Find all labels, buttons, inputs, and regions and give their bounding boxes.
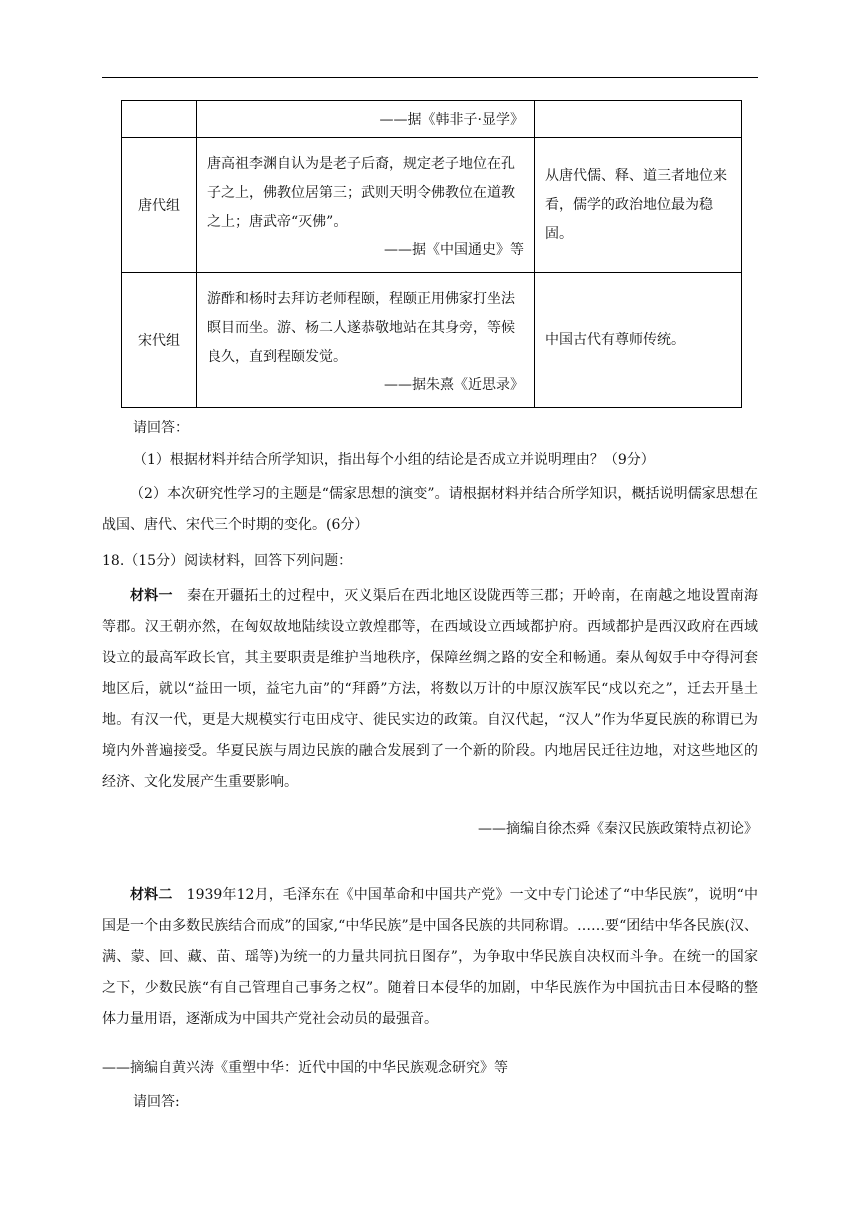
material1-label: 材料一 — [130, 588, 173, 604]
material-text: 唐高祖李渊自认为是老子后裔，规定老子地位在孔子之上，佛教位居第三；武则天明令佛教位在道教之上；唐武帝“灭佛”。 — [207, 155, 515, 230]
q17-prompt: 请回答： — [133, 420, 189, 436]
table-row — [122, 273, 742, 408]
conclusion-cell — [535, 138, 742, 273]
material-cell — [197, 138, 535, 273]
conclusion-cell — [535, 101, 742, 138]
table-row — [122, 101, 742, 138]
material1-text: 秦在开疆拓土的过程中，灭义渠后在西北地区设陇西等三郡；开岭南，在南越之地设置南海等郡。汉王朝亦然，在匈奴故地陆续设立敦煌郡等，在西域设立西域都护府。西域都护是西汉政府在西域设立的最高军政长官，其主要职责是维护当地秩序，保障丝绸之路的安全和畅通。秦从匈奴手中夺得河套地区后，就以“益田一顷，益宅九亩”的“拜爵”方法，将数以万计的中原汉族军民“戍以充之”，迁去开垦土地。有汉一代，更是大规模实行屯田戍守、徙民实边的政策。自汉代起，“汉人”作为华夏民族的称谓已为境内外普遍接受。华夏民族与周边民族的融合发展到了一个新的阶段。内地居民迁往边地，对这些地区的经济、文化发展产生重要影响。 — [102, 588, 759, 790]
conclusion-text: 从唐代儒、释、道三者地位来看，儒学的政治地位最为稳固。 — [545, 167, 727, 242]
q17-sub1: （1）根据材料并结合所学知识，指出每个小组的结论是否成立并说明理由？（9分） — [133, 452, 655, 468]
source-line: ——据《中国通史》等 — [384, 241, 524, 258]
material-text: 游酢和杨时去拜访老师程颐，程颐正用佛家打坐法瞑目而坐。游、杨二人遂恭敬地站在其身旁，等候良久，直到程颐发觉。 — [207, 290, 515, 365]
material2-label: 材料二 — [130, 887, 173, 903]
q18-material2 — [102, 880, 758, 1035]
q17-sub2: （2）本次研究性学习的主题是“儒家思想的演变”。请根据材料并结合所学知识，概括说明儒家思想在战国、唐代、宋代三个时期的变化。(6分） — [102, 486, 758, 533]
q18-material1 — [102, 581, 758, 798]
material2-text: 1939年12月，毛泽东在《中国革命和中国共产党》一文中专门论述了“中华民族”，说明“中国是一个由多数民族结合而成”的国家,“中华民族”是中国各民族的共同称谓。……要“团结中华各民族(汉、满、蒙、回、藏、苗、瑶等)为统一的力量共同抗日图存”，为争取中华民族自决权而斗争。在统一的国家之下，少数民族“有自己管理自己事务之权”。随着日本侵华的加剧，中华民族作为中国抗击日本侵略的整体力量用语，逐渐成为中国共产党社会动员的最强音。 — [102, 887, 758, 1027]
q18-heading: 18.（15分）阅读材料，回答下列问题： — [102, 553, 353, 569]
material2-source: ——摘编自黄兴涛《重塑中华：近代中国的中华民族观念研究》等 — [102, 1060, 508, 1076]
header-rule — [102, 77, 758, 78]
source-line: ——据朱熹《近思录》 — [384, 376, 524, 393]
group-cell: 宋代组 — [122, 273, 197, 408]
q18-prompt: 请回答: — [133, 1094, 180, 1110]
group-cell: 唐代组 — [122, 138, 197, 273]
table-row — [122, 138, 742, 273]
group-cell — [122, 101, 197, 138]
material-cell — [197, 101, 535, 138]
material1-source: ——摘编自徐杰舜《秦汉民族政策特点初论》 — [478, 821, 758, 837]
materials-table — [121, 100, 742, 408]
conclusion-cell — [535, 273, 742, 408]
material-cell — [197, 273, 535, 408]
conclusion-text: 中国古代有尊师传统。 — [545, 331, 685, 348]
source-line: ——据《韩非子·显学》 — [379, 112, 524, 128]
